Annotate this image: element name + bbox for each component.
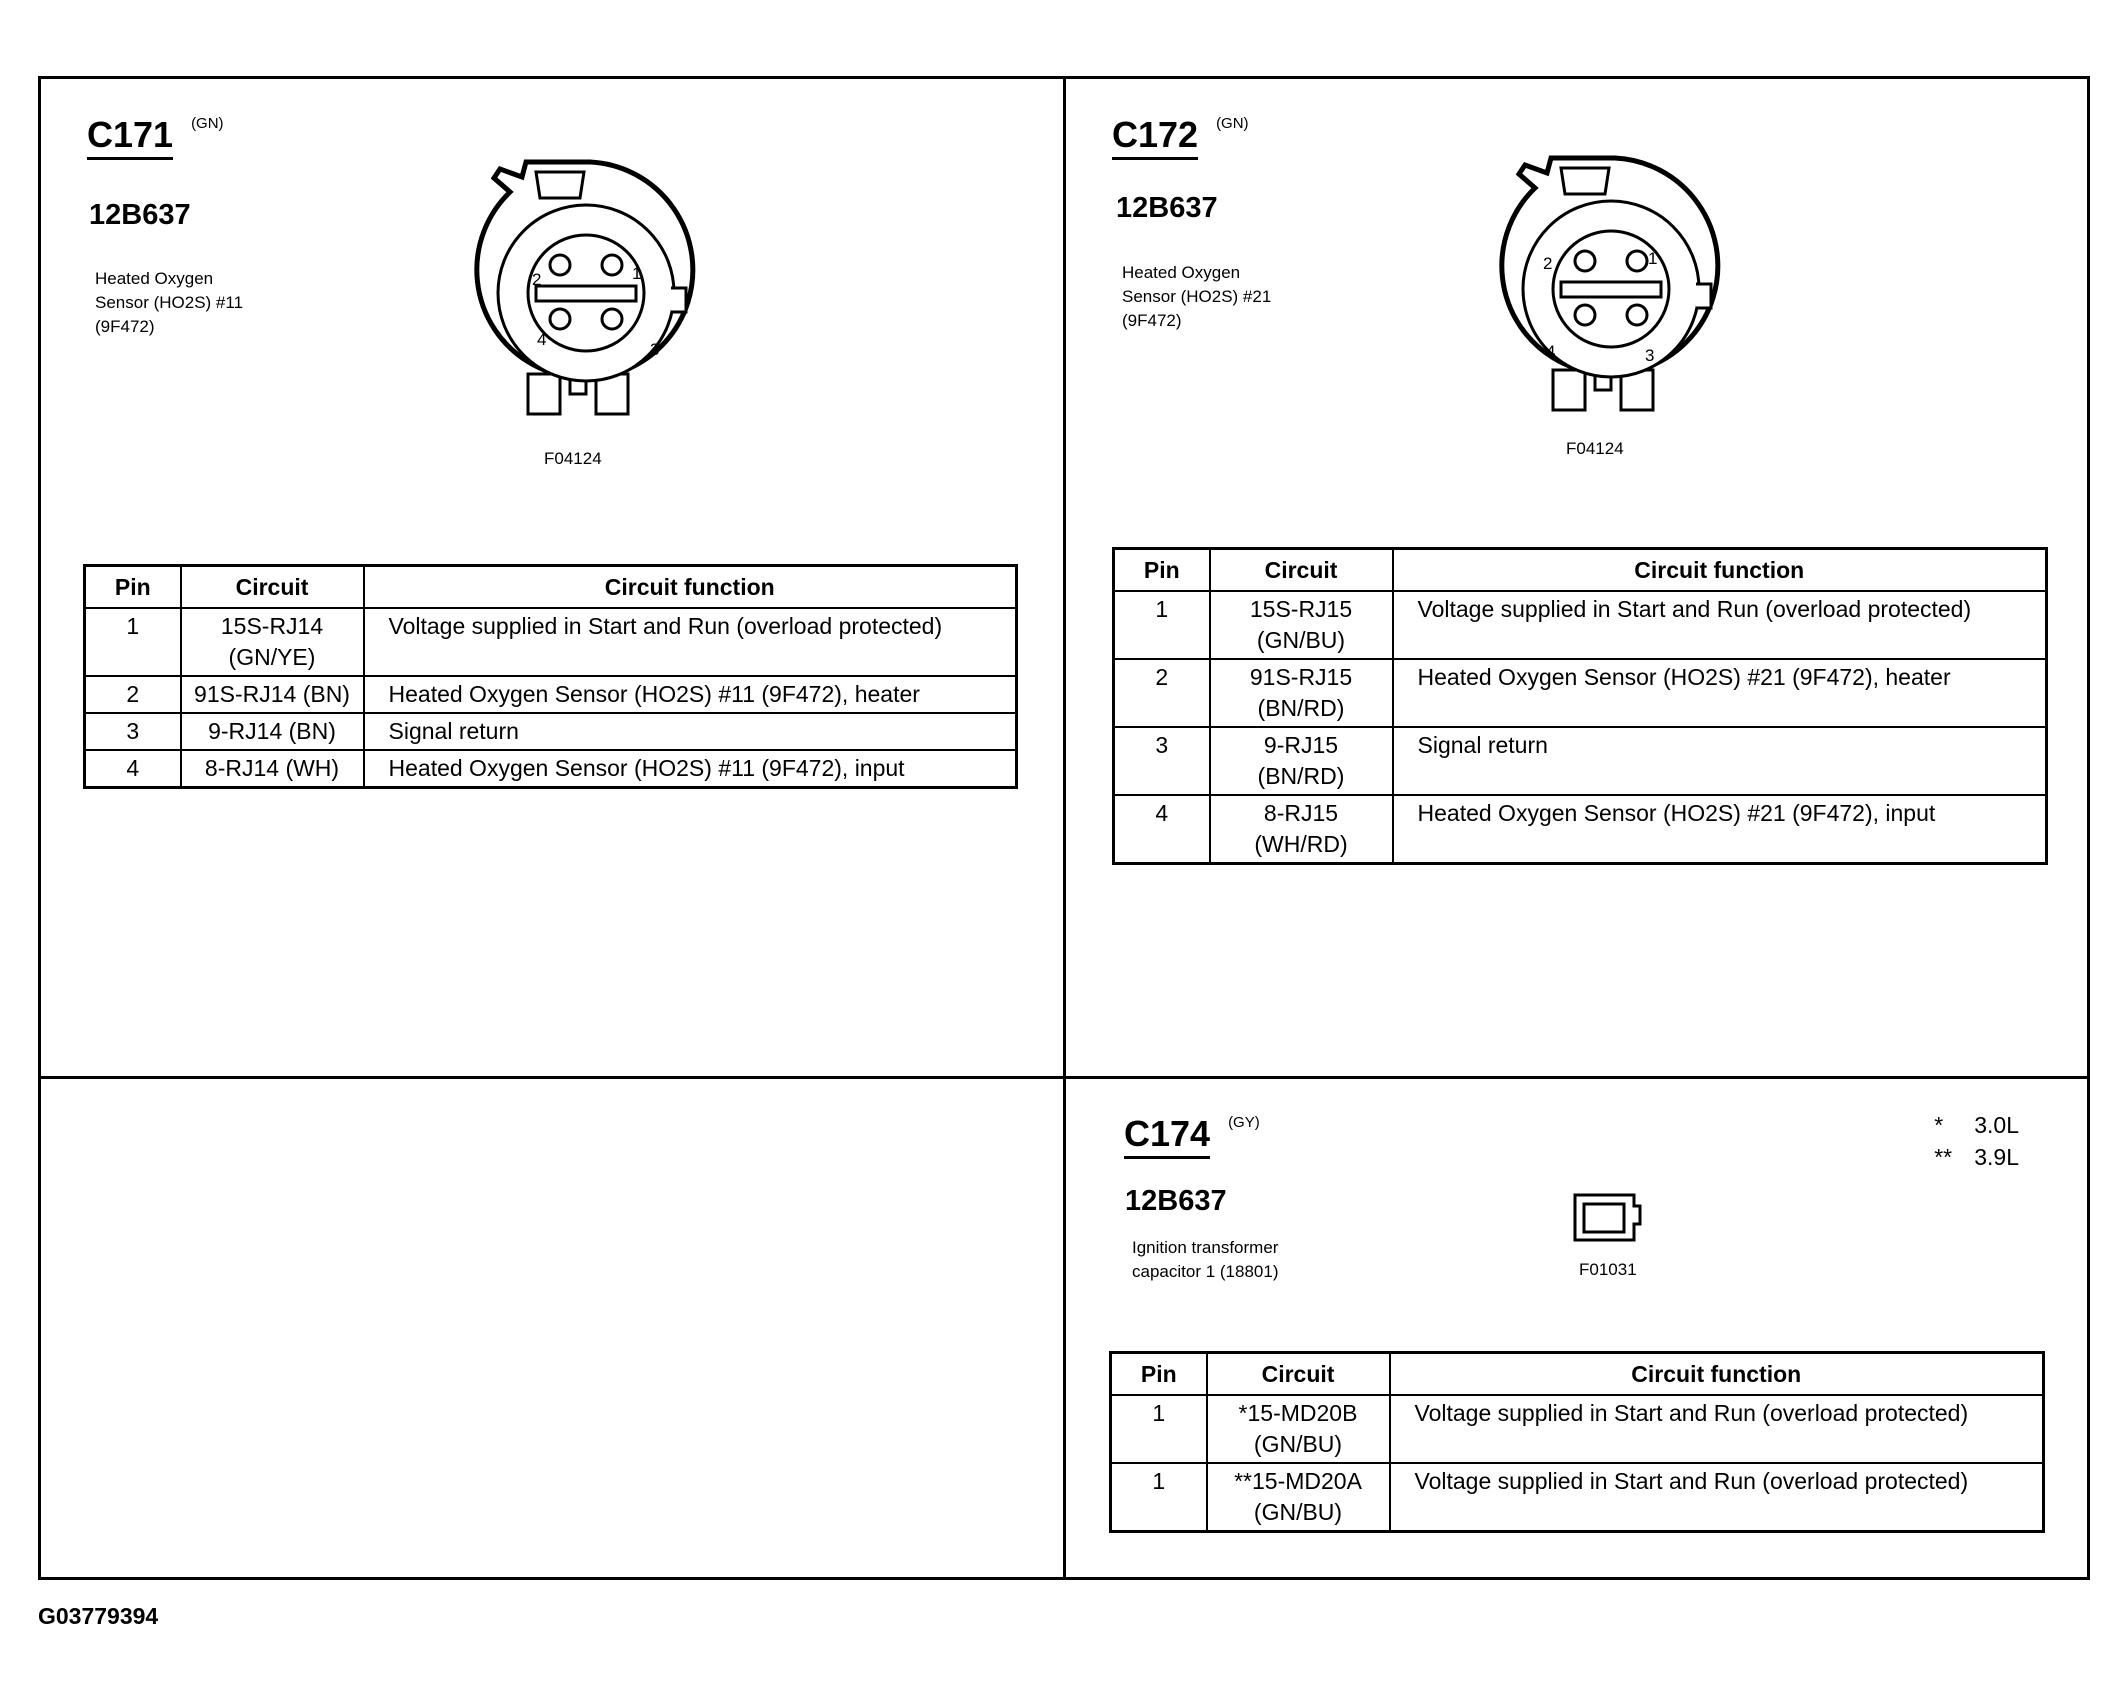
column-header-function: Circuit function	[1393, 549, 2047, 592]
column-header-circuit: Circuit	[181, 566, 364, 609]
connector-title	[1124, 1113, 1260, 1159]
function-cell: Voltage supplied in Start and Run (overload protected)	[1390, 1395, 2044, 1463]
description-line: capacitor 1 (18801)	[1132, 1262, 1279, 1281]
circuit-cell: 8-RJ15 (WH/RD)	[1210, 795, 1393, 864]
connector-title	[87, 114, 224, 160]
description-line: Sensor (HO2S) #21	[1122, 287, 1272, 306]
description-line: Heated Oxygen	[95, 269, 214, 288]
table-row	[85, 676, 1017, 713]
pin-label: 2	[532, 270, 542, 289]
pin-table	[1112, 547, 2048, 865]
pin-label: 1	[1648, 249, 1658, 268]
pin-cell: 1	[85, 608, 181, 676]
function-cell: Heated Oxygen Sensor (HO2S) #21 (9F472), input	[1393, 795, 2047, 864]
table-row	[85, 608, 1017, 676]
legend-item	[1934, 1109, 2019, 1141]
column-header-circuit: Circuit	[1210, 549, 1393, 592]
column-header-function: Circuit function	[364, 566, 1017, 609]
table-header-row	[85, 566, 1017, 609]
table-row	[1114, 591, 2047, 659]
function-cell: Heated Oxygen Sensor (HO2S) #11 (9F472), input	[364, 750, 1017, 788]
description-line: Sensor (HO2S) #11	[95, 293, 244, 312]
part-number: 12B637	[1116, 192, 1218, 224]
circuit-cell: *15-MD20B (GN/BU)	[1207, 1395, 1390, 1463]
connector-description	[1132, 1236, 1392, 1284]
pin-label: 3	[1645, 346, 1655, 365]
function-cell: Heated Oxygen Sensor (HO2S) #11 (9F472), heater	[364, 676, 1017, 713]
pin-cell: 1	[1111, 1463, 1207, 1532]
pin-label: 3	[650, 340, 660, 359]
circuit-cell: 8-RJ14 (WH)	[181, 750, 364, 788]
pin-label: 4	[1546, 342, 1556, 361]
function-cell: Signal return	[364, 713, 1017, 750]
connector-color: (GY)	[1228, 1114, 1260, 1131]
table-row	[85, 750, 1017, 788]
pin-table	[83, 564, 1018, 789]
circuit-cell: 15S-RJ14 (GN/YE)	[181, 608, 364, 676]
table-row	[1111, 1463, 2044, 1532]
engine-legend	[1934, 1109, 2019, 1173]
figure-label: F04124	[544, 449, 602, 468]
connector-panel-c172	[1066, 79, 2087, 1076]
description-line: Ignition transformer	[1132, 1238, 1279, 1257]
pin-cell: 3	[85, 713, 181, 750]
pin-cell: 1	[1111, 1395, 1207, 1463]
description-line: (9F472)	[95, 317, 155, 336]
column-header-pin: Pin	[1114, 549, 1210, 592]
figure-label: F01031	[1579, 1260, 1637, 1279]
table-row	[1114, 659, 2047, 727]
legend-value: 3.9L	[1974, 1144, 2019, 1170]
function-cell: Voltage supplied in Start and Run (overload protected)	[1393, 591, 2047, 659]
figure-label: F04124	[1566, 439, 1624, 458]
legend-mark: *	[1934, 1112, 1944, 1138]
pin-cell: 2	[1114, 659, 1210, 727]
circuit-cell: 15S-RJ15 (GN/BU)	[1210, 591, 1393, 659]
pin-cell: 1	[1114, 591, 1210, 659]
column-header-pin: Pin	[1111, 1353, 1207, 1396]
figure-id: G03779394	[38, 1603, 159, 1629]
table-header-row	[1111, 1353, 2044, 1396]
connector-description	[95, 267, 305, 339]
connector-description	[1122, 261, 1332, 333]
circuit-cell: 9-RJ14 (BN)	[181, 713, 364, 750]
sensor-connector-icon	[1485, 148, 1765, 428]
function-cell: Voltage supplied in Start and Run (overload protected)	[1390, 1463, 2044, 1532]
description-line: (9F472)	[1122, 311, 1182, 330]
legend-value: 3.0L	[1974, 1112, 2019, 1138]
pin-table	[1109, 1351, 2045, 1533]
connector-panel-c174	[1066, 1079, 2087, 1577]
connector-panel-c171	[41, 79, 1063, 1076]
table-row	[1114, 727, 2047, 795]
column-header-circuit: Circuit	[1207, 1353, 1390, 1396]
circuit-cell: 9-RJ15 (BN/RD)	[1210, 727, 1393, 795]
description-line: Heated Oxygen	[1122, 263, 1241, 282]
circuit-cell: 91S-RJ14 (BN)	[181, 676, 364, 713]
sensor-connector-icon	[460, 152, 740, 432]
function-cell: Voltage supplied in Start and Run (overload protected)	[364, 608, 1017, 676]
circuit-cell: 91S-RJ15 (BN/RD)	[1210, 659, 1393, 727]
pin-cell: 2	[85, 676, 181, 713]
pin-label: 1	[632, 264, 642, 283]
table-row	[1111, 1395, 2044, 1463]
capacitor-connector-icon	[1572, 1192, 1644, 1250]
table-row	[85, 713, 1017, 750]
pin-cell: 3	[1114, 727, 1210, 795]
legend-item	[1934, 1141, 2019, 1173]
column-header-pin: Pin	[85, 566, 181, 609]
circuit-cell: **15-MD20A (GN/BU)	[1207, 1463, 1390, 1532]
connector-id: C172	[1112, 117, 1198, 160]
part-number: 12B637	[89, 199, 191, 231]
pin-cell: 4	[1114, 795, 1210, 864]
connector-color: (GN)	[1216, 115, 1249, 132]
column-header-function: Circuit function	[1390, 1353, 2044, 1396]
connector-id: C174	[1124, 1116, 1210, 1159]
pin-label: 4	[537, 330, 547, 349]
connector-color: (GN)	[191, 115, 224, 132]
function-cell: Signal return	[1393, 727, 2047, 795]
pin-label: 2	[1543, 254, 1553, 273]
legend-mark: **	[1934, 1144, 1953, 1170]
table-header-row	[1114, 549, 2047, 592]
connector-title	[1112, 114, 1249, 160]
pin-cell: 4	[85, 750, 181, 788]
connector-id: C171	[87, 117, 173, 160]
table-row	[1114, 795, 2047, 864]
part-number: 12B637	[1125, 1185, 1227, 1217]
function-cell: Heated Oxygen Sensor (HO2S) #21 (9F472), heater	[1393, 659, 2047, 727]
